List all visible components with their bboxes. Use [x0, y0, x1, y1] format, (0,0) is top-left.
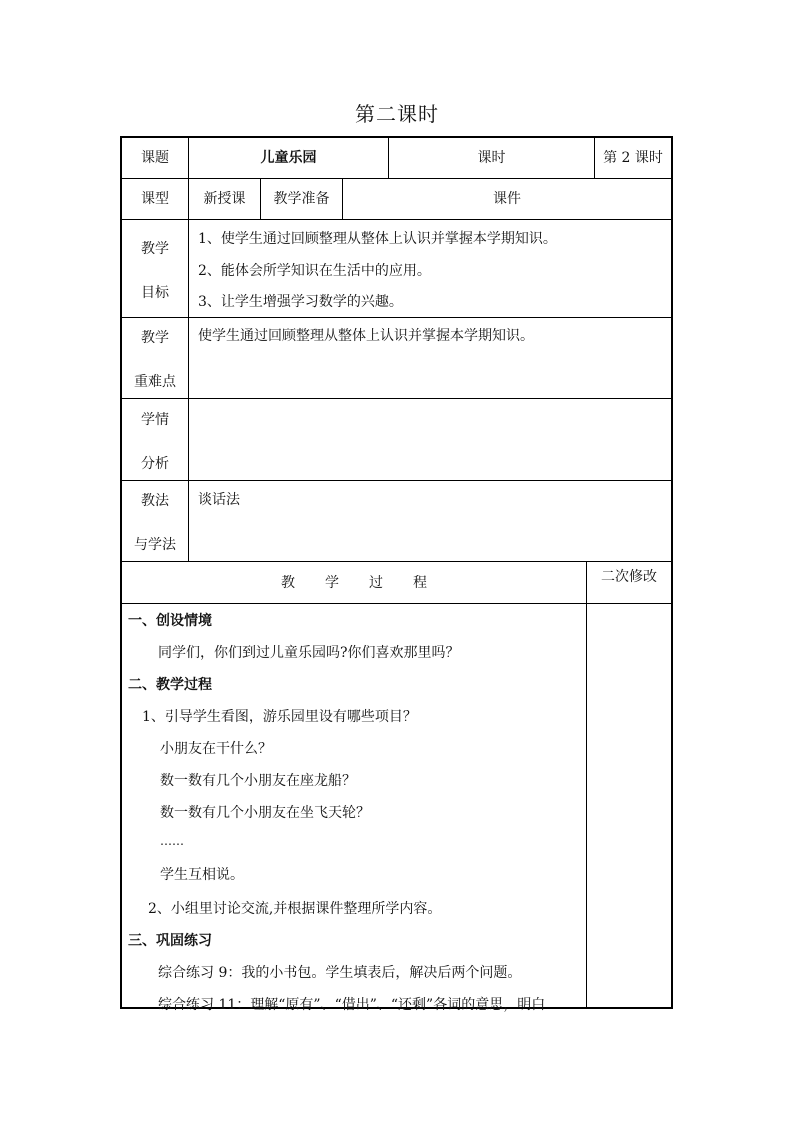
process-header [122, 562, 586, 603]
topic-label: 课题 [141, 150, 169, 166]
goals-label-line1: 教学 [141, 241, 169, 257]
process-line: 小朋友在干什么？ [160, 741, 272, 757]
methods-text: 谈话法 [198, 492, 240, 508]
row-divider [122, 219, 671, 220]
row-divider [122, 317, 671, 318]
process-line: 数一数有几个小朋友在座龙船？ [160, 773, 356, 789]
lesson-plan-table [120, 136, 673, 1013]
period-value: 第 2 课时 [603, 150, 663, 166]
process-header-char: 程 [413, 574, 427, 591]
page-title: 第二课时 [355, 102, 439, 126]
process-line: 1、引导学生看图，游乐园里设有哪些项目？ [142, 709, 417, 725]
process-header-char: 学 [325, 574, 339, 591]
goal-item: 3、让学生增强学习数学的兴趣。 [198, 294, 403, 310]
row-divider [122, 603, 671, 604]
process-line: 数一数有几个小朋友在坐飞天轮？ [160, 805, 370, 821]
process-line: 综合练习 9：我的小书包。学生填表后，解决后两个问题。 [158, 965, 522, 981]
row-divider [122, 480, 671, 481]
key-points-label-line2: 重难点 [134, 374, 176, 390]
process-header-char: 过 [369, 574, 383, 591]
goals-label-line2: 目标 [141, 285, 169, 301]
methods-label-line2: 与学法 [134, 537, 176, 553]
process-line: 学生互相说。 [160, 867, 244, 883]
goals-label [122, 238, 188, 302]
process-line: 同学们，你们到过儿童乐园吗?你们喜欢那里吗？ [158, 645, 460, 661]
prep-value: 课件 [493, 191, 521, 207]
key-points-text: 使学生通过回顾整理从整体上认识并掌握本学期知识。 [198, 328, 534, 344]
period-label: 课时 [477, 150, 506, 166]
process-line: 综合练习 11：理解“原有”、“借出”、“还剩”各词的意思，明白 [158, 997, 546, 1013]
analysis-label [122, 409, 188, 473]
topic-value: 儿童乐园 [260, 150, 317, 166]
type-label: 课型 [141, 191, 169, 207]
key-points-label-line1: 教学 [141, 330, 169, 346]
methods-label [122, 490, 188, 554]
type-value: 新授课 [203, 191, 246, 207]
methods-label-line1: 教法 [141, 493, 169, 509]
section-heading: 三、巩固练习 [128, 933, 212, 949]
goal-item: 1、使学生通过回顾整理从整体上认识并掌握本学期知识。 [198, 231, 557, 247]
prep-label: 教学准备 [273, 191, 330, 207]
col-divider [586, 561, 587, 1009]
analysis-label-line1: 学情 [141, 412, 169, 428]
goal-item: 2、能体会所学知识在生活中的应用。 [198, 263, 431, 279]
analysis-label-line2: 分析 [141, 456, 169, 472]
revision-label: 二次修改 [601, 569, 657, 585]
row-divider [122, 398, 671, 399]
section-heading: 一、创设情境 [128, 613, 212, 629]
process-header-char: 教 [281, 574, 295, 591]
key-points-label [122, 327, 188, 391]
section-heading: 二、教学过程 [128, 677, 212, 693]
process-line: 2、小组里讨论交流,并根据课件整理所学内容。 [148, 901, 442, 917]
process-line: …… [160, 834, 184, 848]
